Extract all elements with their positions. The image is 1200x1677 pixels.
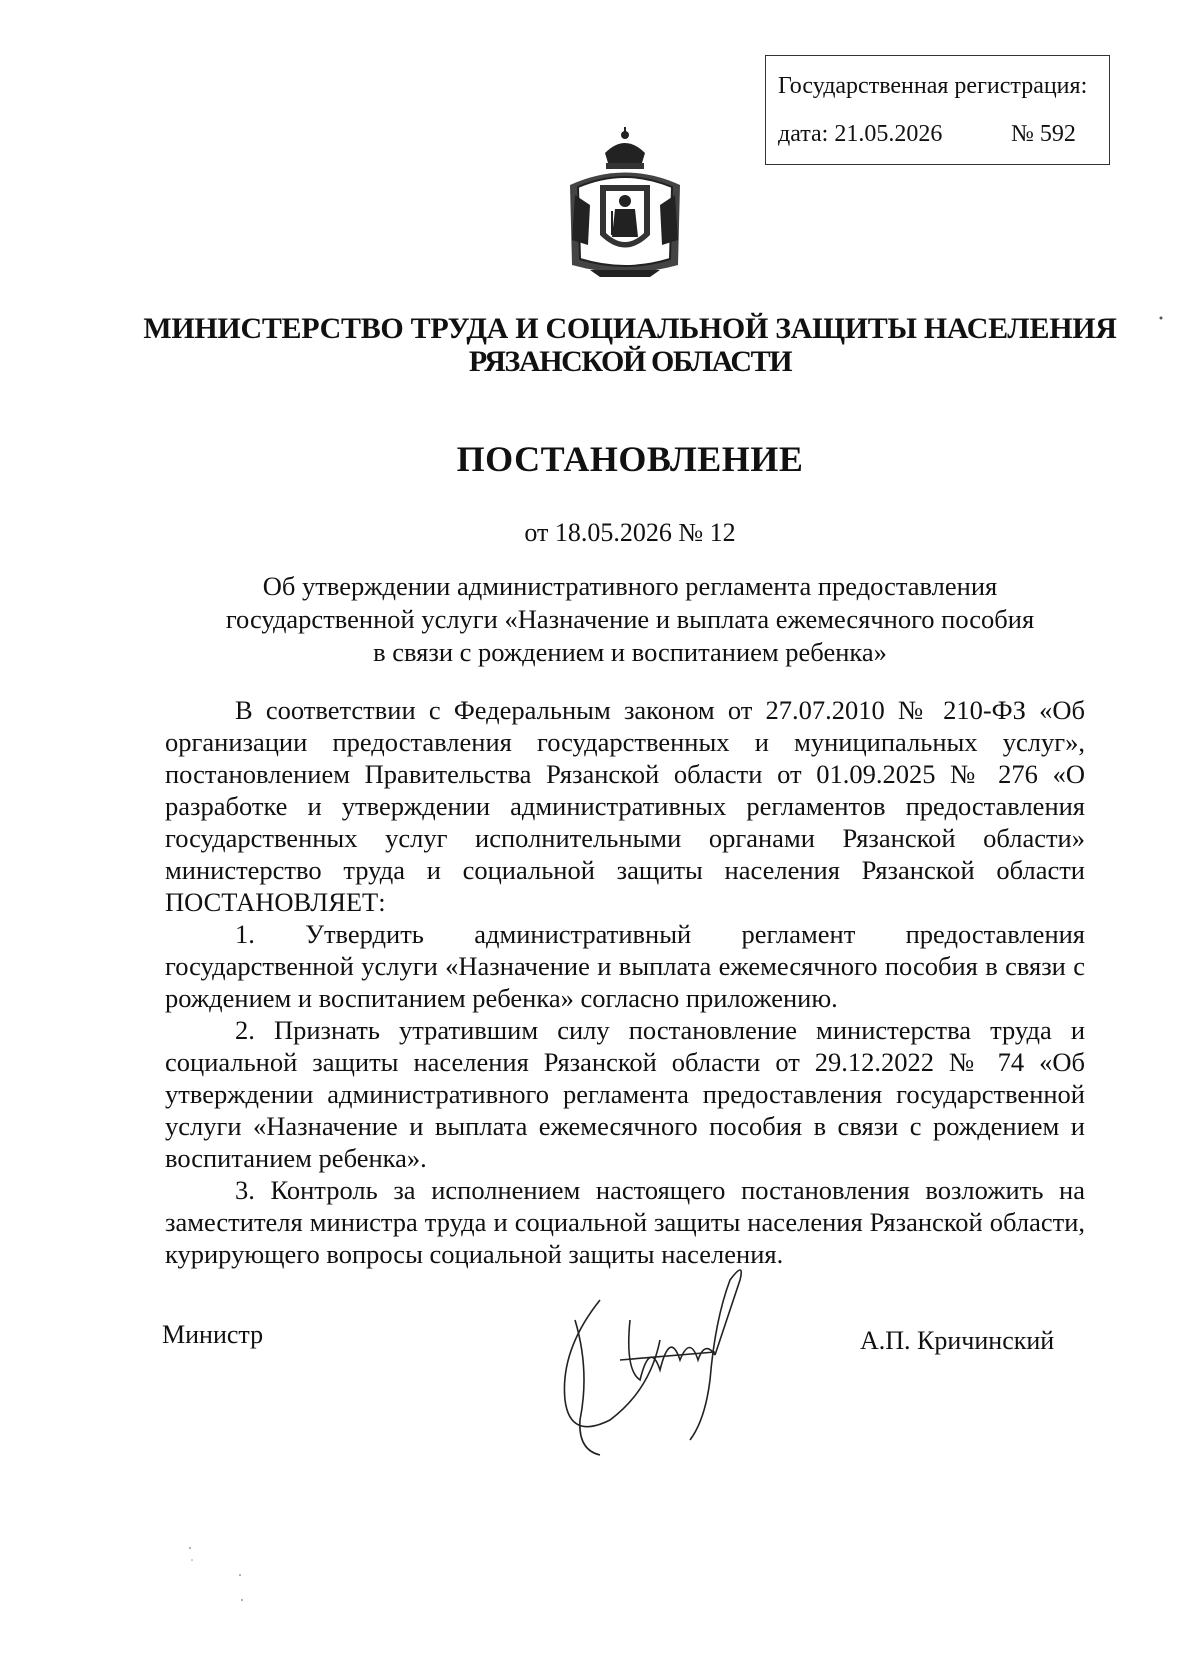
ministry-line-1: МИНИСТЕРСТВО ТРУДА И СОЦИАЛЬНОЙ ЗАЩИТЫ НАСЕЛЕНИЯ [143,312,1117,345]
subject-line-3: в связи с рождением и воспитанием ребенка» [373,637,887,667]
ministry-name [0,312,1200,378]
coat-of-arms-icon [550,125,700,285]
handwritten-signature-icon [540,1260,800,1480]
scan-speckle-icon [180,1540,250,1610]
scan-dot-icon [1158,315,1164,321]
document-type: ПОСТАНОВЛЕНИЕ [456,439,804,479]
registration-date: дата: 21.05.2026 [778,121,943,147]
document-date-number: от 18.05.2026 № 12 [524,518,736,547]
registration-number: № 592 [1011,121,1076,147]
item-2-paragraph: 2. Признать утратившим силу постановление министерства труда и социальной защиты населения Рязанской области от 29.12.2022 № 74 «Об утверждении административного регламента предоставления государственной услуги «Назначение и выплата ежемесячного пособия в связи с рождением и воспитанием ребенка». [165,1015,1085,1173]
subject-line-2: государственной услуги «Назначение и выплата ежемесячного пособия [225,604,1035,634]
ministry-line-2: РЯЗАНСКОЙ ОБЛАСТИ [468,345,792,378]
preamble-paragraph: В соответствии с Федеральным законом от 27.07.2010 № 210-ФЗ «Об организации предоставления государственных и муниципальных услуг», постановлением Правительства Рязанской области от 01.09.2025 № 276 «О разработке и утверждении административных регламентов предоставления государственных услуг исполнительными органами Рязанской области» министерство труда и социальной защиты населения Рязанской области ПОСТАНОВЛЯЕТ: [165,695,1085,917]
item-3-paragraph: 3. Контроль за исполнением настоящего постановления возложить на заместителя министра труда и социальной защиты населения Рязанской области, курирующего вопросы социальной защиты населения. [165,1175,1085,1269]
document-body [165,694,1085,1270]
subject-line-1: Об утверждении административного регламента предоставления [262,571,998,601]
signatory-role: Министр [162,1320,264,1349]
registration-stamp [765,55,1110,165]
document-subject [160,570,1100,669]
item-1-paragraph: 1. Утвердить административный регламент предоставления государственной услуги «Назначение и выплата ежемесячного пособия в связи с рождением и воспитанием ребенка» согласно приложению. [165,919,1085,1013]
signatory-name: А.П. Кричинский [860,1326,1055,1355]
registration-title: Государственная регистрация: [778,73,1088,99]
